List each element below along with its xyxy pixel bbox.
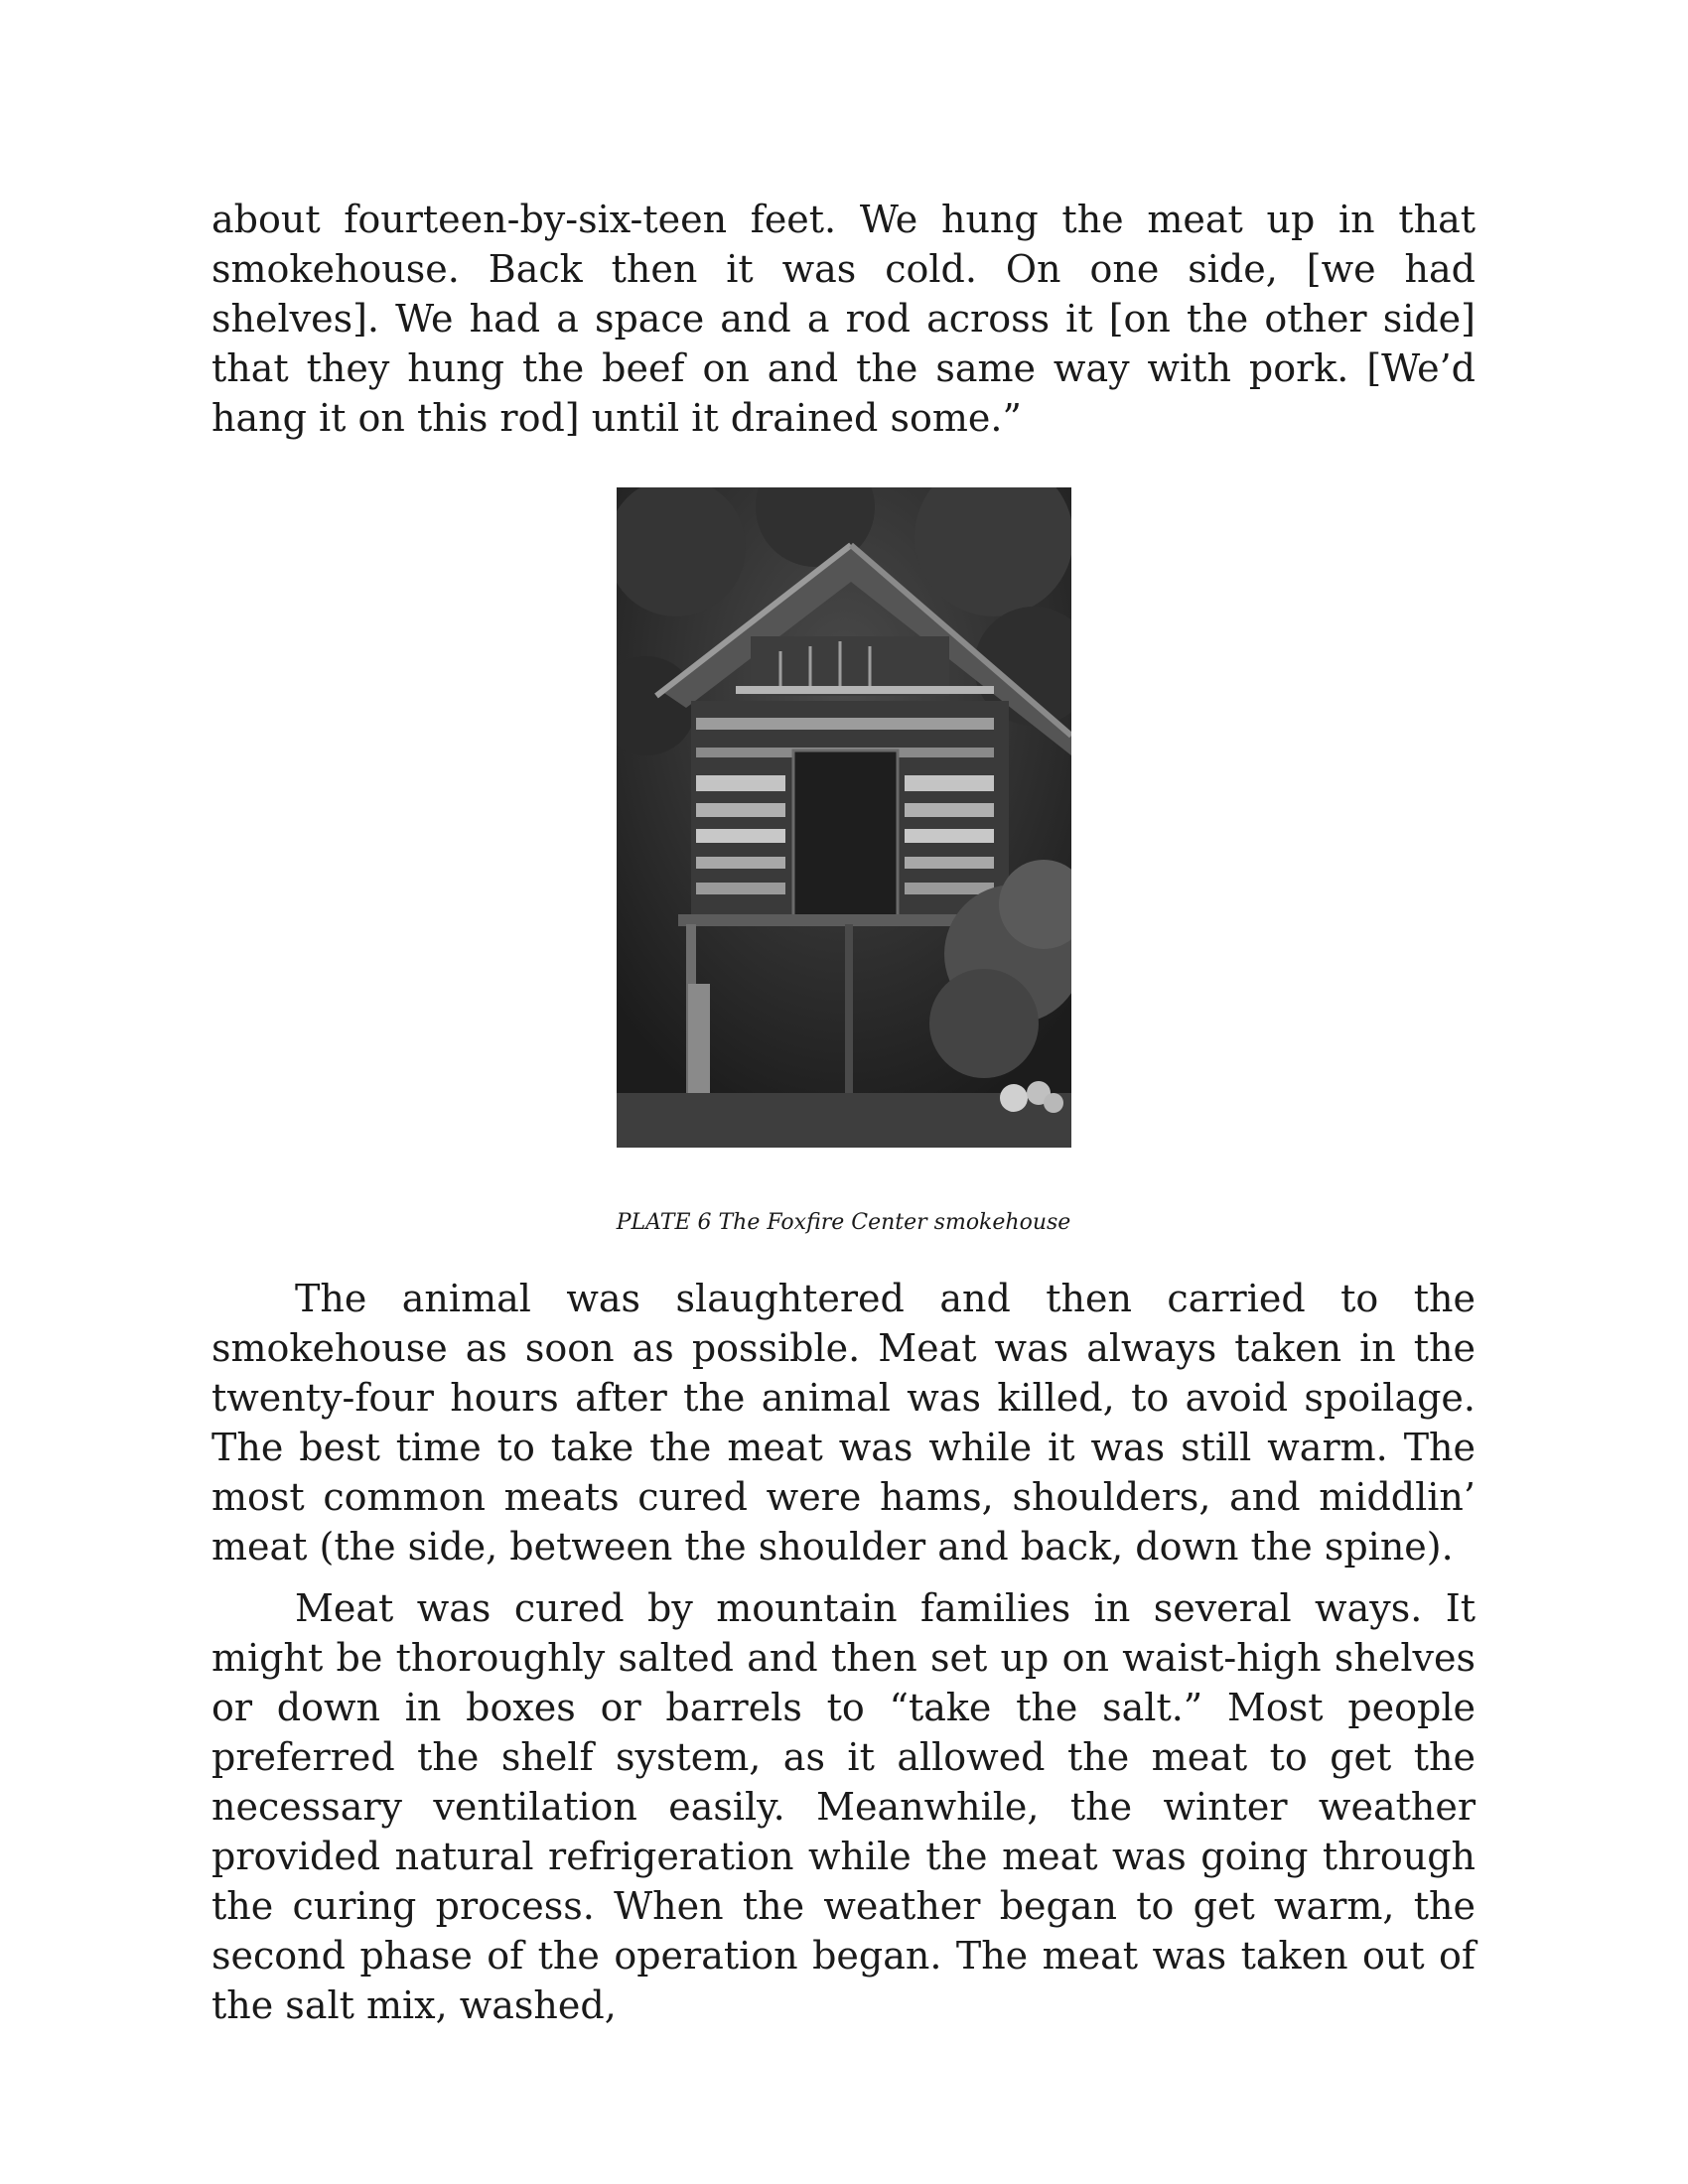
- paragraph-slaughter: The animal was slaughtered and then carried to the smokehouse as soon as possible. Meat was always taken in the twenty-four hours after the animal was killed, to avoid spoilage. The best time to take the meat was while it was still warm. The most common meats cured were hams, shoulders, and middlin’ meat (the side, between the shoulder and back, down the spine).: [211, 1277, 1476, 1569]
- smokehouse-illustration: [617, 487, 1071, 1148]
- figure-caption: PLATE 6 The Foxfire Center smokehouse: [616, 1210, 1071, 1235]
- smokehouse-photo: [617, 487, 1071, 1148]
- paragraph-curing: Meat was cured by mountain families in several ways. It might be thoroughly salted and then set up on waist-high shelves or down in boxes or barrels to “take the salt.” Most people preferred the shelf system, as it allowed the meat to get the necessary ventilation easily. Meanwhile, the winter weather provided natural refrigeration while the meat was going through the curing process. When the weather began to get warm, the second phase of the operation began. The meat was taken out of the salt mix, washed,: [211, 1586, 1476, 2027]
- top-paragraph: about fourteen-by-six-teen feet. We hung the meat up in that smokehouse. Back then it was cold. On one side, [we had shelves]. We had a space and a rod across it [on the other side] that they hung the beef on and the same way with pork. [We’d hang it on this rod] until it drained some.”: [211, 198, 1476, 440]
- top-text-block: [211, 195, 1476, 443]
- body-text-block: [211, 1274, 1476, 2030]
